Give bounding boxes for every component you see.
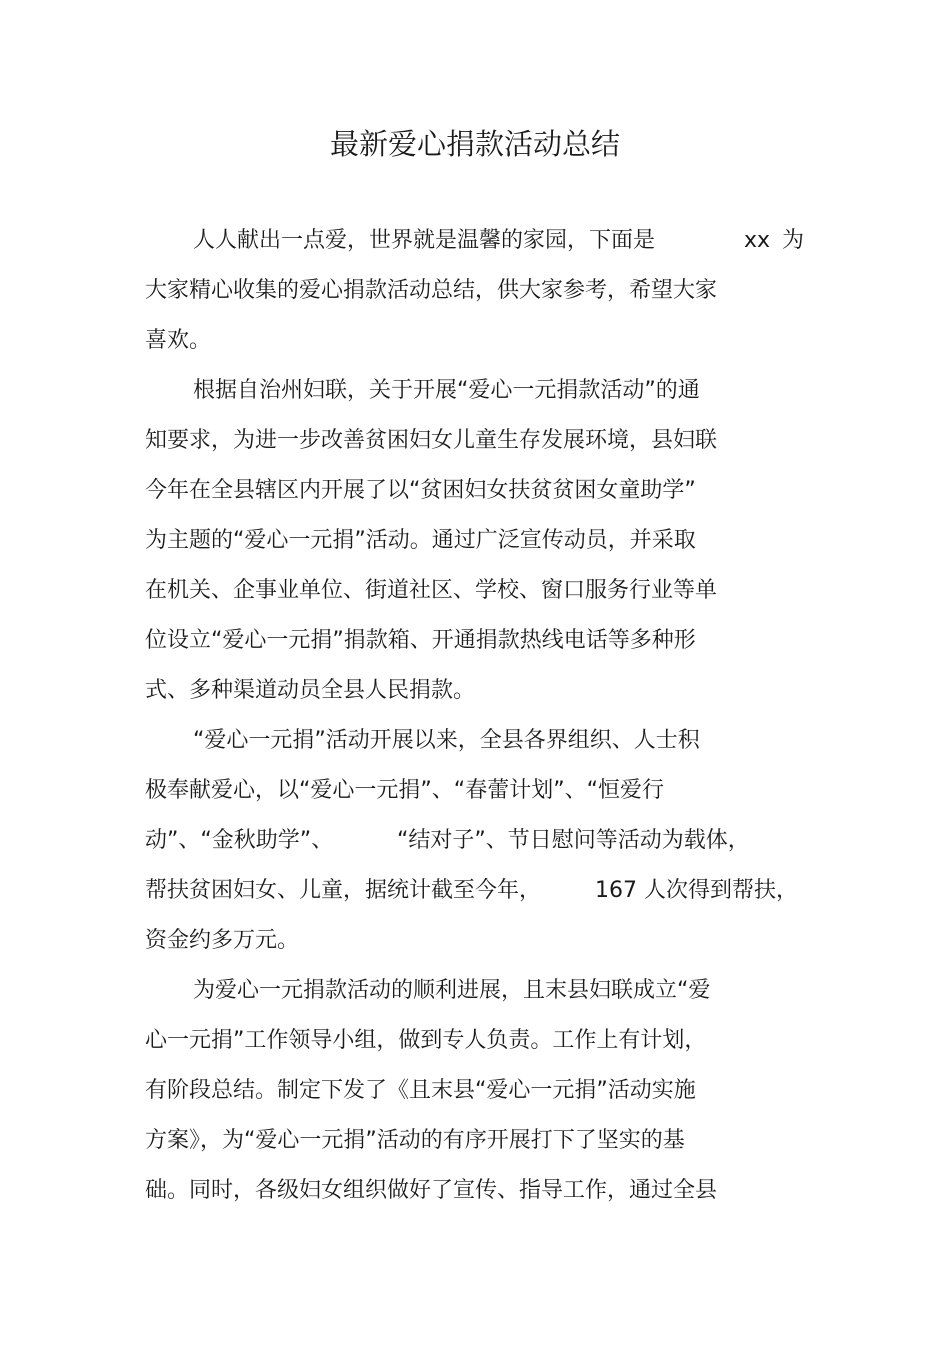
paragraph-line: 根据自治州妇联，关于开展“爱心一元捐款活动”的通 — [193, 378, 700, 403]
text-segment: 动”、“金秋助学”、 — [145, 828, 334, 853]
paragraph-line: 喜欢。 — [145, 328, 212, 353]
paragraph-line: 有阶段总结。制定下发了《且末县“爱心一元捐”活动实施 — [145, 1078, 696, 1103]
paragraph-line: 础。同时，各级妇女组织做好了宣传、指导工作，通过全县 — [145, 1178, 718, 1203]
text-segment: 167 人次得到帮扶， — [595, 878, 798, 903]
text-segment: 为 — [782, 228, 805, 253]
paragraph-line: 为爱心一元捐款活动的顺利进展，且末县妇联成立“爱 — [193, 978, 711, 1003]
paragraph-line: 今年在全县辖区内开展了以“贫困妇女扶贫贫困女童助学” — [145, 478, 696, 503]
paragraph-line: “爱心一元捐”活动开展以来，全县各界组织、人士积 — [193, 728, 700, 753]
text-segment: xx — [744, 228, 771, 253]
paragraph-line: 在机关、企事业单位、街道社区、学校、窗口服务行业等单 — [145, 578, 718, 603]
paragraph-line: 为主题的“爱心一元捐”活动。通过广泛宣传动员，并采取 — [145, 528, 696, 553]
paragraph-line: 大家精心收集的爱心捐款活动总结，供大家参考，希望大家 — [145, 278, 718, 303]
paragraph-line: 位设立“爱心一元捐”捐款箱、开通捐款热线电话等多种形 — [145, 628, 696, 653]
paragraph-line: 极奉献爱心，以“爱心一元捐”、“春蕾计划”、“恒爱行 — [145, 778, 664, 803]
paragraph-line: 方案》，为“爱心一元捐”活动的有序开展打下了坚实的基 — [145, 1128, 685, 1153]
paragraph-line: 心一元捐”工作领导小组，做到专人负责。工作上有计划， — [145, 1028, 707, 1053]
paragraph-line: 资金约多万元。 — [145, 928, 300, 953]
paragraph-line: 式、多种渠道动员全县人民捐款。 — [145, 678, 476, 703]
paragraph-line: 知要求，为进一步改善贫困妇女儿童生存发展环境，县妇联 — [145, 428, 718, 453]
text-segment: “结对子”、节日慰问等活动为载体， — [397, 828, 750, 853]
text-segment: 帮扶贫困妇女、儿童，据统计截至今年， — [145, 878, 542, 903]
text-segment: 人人献出一点爱，世界就是温馨的家园，下面是 — [193, 228, 656, 253]
document-title: 最新爱心捐款活动总结 — [329, 127, 620, 161]
